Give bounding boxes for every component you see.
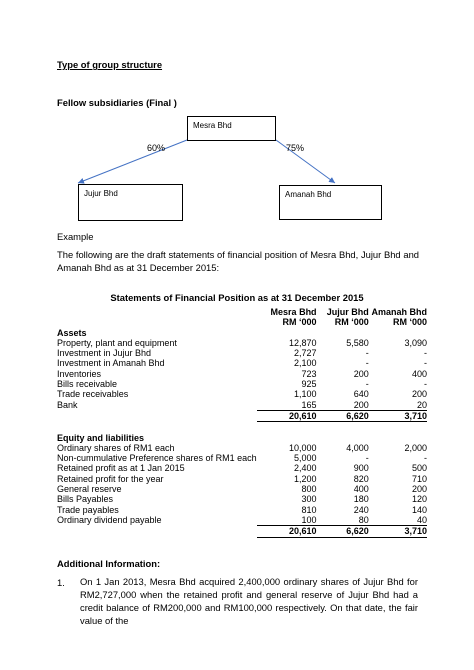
cell: - xyxy=(424,348,427,359)
col-header-mesra: Mesra Bhd xyxy=(270,307,317,317)
additional-info-heading: Additional Information: xyxy=(57,558,161,569)
cell: 200 xyxy=(353,368,369,379)
row-label: Bills Payables xyxy=(57,494,114,505)
financial-position-table xyxy=(57,307,427,538)
cell: 200 xyxy=(353,399,369,410)
table-row xyxy=(57,400,427,411)
table-row xyxy=(57,484,427,494)
cell: - xyxy=(365,453,369,464)
row-label: Property, plant and equipment xyxy=(57,337,177,348)
arrow-left xyxy=(78,140,187,183)
col-header-amanah: Amanah Bhd xyxy=(371,307,427,317)
cell: 2,100 xyxy=(294,358,317,369)
parent-company-label: Mesra Bhd xyxy=(193,121,232,130)
parent-company-box xyxy=(187,116,276,141)
cell: - xyxy=(424,453,427,464)
total-cell: 20,610 xyxy=(257,410,316,421)
cell: 120 xyxy=(411,494,427,505)
cell: 2,000 xyxy=(404,442,427,453)
col-header-jujur: Jujur Bhd xyxy=(326,307,369,317)
cell: 2,400 xyxy=(294,463,317,474)
total-cell: 3,710 xyxy=(369,410,427,421)
table-row xyxy=(57,358,427,368)
total-cell: 20,610 xyxy=(257,526,316,537)
cell: 810 xyxy=(301,504,317,515)
example-label: Example xyxy=(57,231,94,242)
table-row xyxy=(57,515,427,526)
table-row xyxy=(57,443,427,453)
intro-paragraph: The following are the draft statements of financial position of Mesra Bhd, Jujur Bhd and Amanah Bhd as at 31 December 2015: xyxy=(57,249,419,273)
cell: 900 xyxy=(353,463,369,474)
cell: 180 xyxy=(353,494,369,505)
table-row xyxy=(57,338,427,348)
left-subsidiary-box xyxy=(78,184,183,221)
assets-total-row xyxy=(57,410,427,421)
cell: - xyxy=(365,379,369,390)
cell: 40 xyxy=(416,514,427,525)
cell: 723 xyxy=(301,368,317,379)
table-row xyxy=(57,494,427,504)
right-subsidiary-box xyxy=(279,185,382,220)
left-ownership-pct: 60% xyxy=(147,143,166,153)
note-number: 1. xyxy=(57,577,65,588)
unit-header-row xyxy=(57,317,427,327)
cell: 200 xyxy=(411,389,427,400)
cell: - xyxy=(424,358,427,369)
cell: 300 xyxy=(301,494,317,505)
col-unit-amanah: RM ‘000 xyxy=(392,317,427,328)
cell: 800 xyxy=(301,484,317,495)
row-label: Ordinary dividend payable xyxy=(57,515,162,526)
cell: 400 xyxy=(411,368,427,379)
table-row xyxy=(57,389,427,399)
table-row xyxy=(57,453,427,463)
total-cell: 6,620 xyxy=(317,526,369,537)
row-label: Investment in Amanah Bhd xyxy=(57,358,165,369)
cell: 925 xyxy=(301,379,317,390)
table-row xyxy=(57,505,427,515)
table-row xyxy=(57,348,427,358)
row-label: Inventories xyxy=(57,368,102,379)
row-label: Bills receivable xyxy=(57,379,118,390)
cell: 200 xyxy=(411,484,427,495)
equity-heading: Equity and liabilities xyxy=(57,432,145,443)
cell: 12,870 xyxy=(289,337,317,348)
table-row xyxy=(57,463,427,473)
arrow-right xyxy=(276,140,335,183)
table-row xyxy=(57,369,427,379)
cell: 240 xyxy=(353,504,369,515)
col-unit-mesra: RM ‘000 xyxy=(282,317,317,328)
cell: - xyxy=(365,348,369,359)
total-cell: 3,710 xyxy=(369,526,427,537)
right-subsidiary-label: Amanah Bhd xyxy=(285,190,332,199)
cell: 710 xyxy=(411,473,427,484)
cell: 5,000 xyxy=(294,453,317,464)
row-label: Ordinary shares of RM1 each xyxy=(57,442,175,453)
row-label: Retained profit for the year xyxy=(57,473,164,484)
row-label: Investment in Jujur Bhd xyxy=(57,348,152,359)
cell: 100 xyxy=(301,514,317,525)
table-row xyxy=(57,379,427,389)
table-title: Statements of Financial Position as at 31 December 2015 xyxy=(110,292,364,303)
row-label: Non-cummulative Preference shares of RM1 each xyxy=(57,453,257,464)
row-label: Trade payables xyxy=(57,504,119,515)
cell: 10,000 xyxy=(289,442,317,453)
cell: 20 xyxy=(416,399,427,410)
col-unit-jujur: RM ‘000 xyxy=(334,317,369,328)
cell: - xyxy=(424,379,427,390)
cell: 5,580 xyxy=(346,337,369,348)
cell: 1,200 xyxy=(294,473,317,484)
cell: 80 xyxy=(358,514,369,525)
cell: - xyxy=(365,358,369,369)
cell: 2,727 xyxy=(294,348,317,359)
cell: 400 xyxy=(353,484,369,495)
row-label: Retained profit as at 1 Jan 2015 xyxy=(57,463,185,474)
cell: 165 xyxy=(301,399,317,410)
cell: 3,090 xyxy=(404,337,427,348)
row-label: Bank xyxy=(57,399,78,410)
assets-heading: Assets xyxy=(57,327,87,338)
table-row xyxy=(57,474,427,484)
row-label: General reserve xyxy=(57,484,122,495)
cell: 1,100 xyxy=(294,389,317,400)
equity-total-row xyxy=(57,526,427,537)
note-paragraph: On 1 Jan 2013, Mesra Bhd acquired 2,400,000 ordinary shares of Jujur Bhd for RM2,727,000 when the retained profit and general reserve of Jujur Bhd had a credit balance of RM200,000 and RM100,000 respectively. On that date, the fair value of the xyxy=(80,576,418,626)
section-subheading: Fellow subsidiaries (Final ) xyxy=(57,97,177,108)
cell: 820 xyxy=(353,473,369,484)
cell: 500 xyxy=(411,463,427,474)
page-heading: Type of group structure xyxy=(57,59,163,70)
cell: 640 xyxy=(353,389,369,400)
cell: 4,000 xyxy=(346,442,369,453)
left-subsidiary-label: Jujur Bhd xyxy=(84,189,118,198)
row-label: Trade receivables xyxy=(57,389,129,400)
cell: 140 xyxy=(411,504,427,515)
total-cell: 6,620 xyxy=(317,410,369,421)
column-header-row xyxy=(57,307,427,317)
right-ownership-pct: 75% xyxy=(286,143,305,153)
